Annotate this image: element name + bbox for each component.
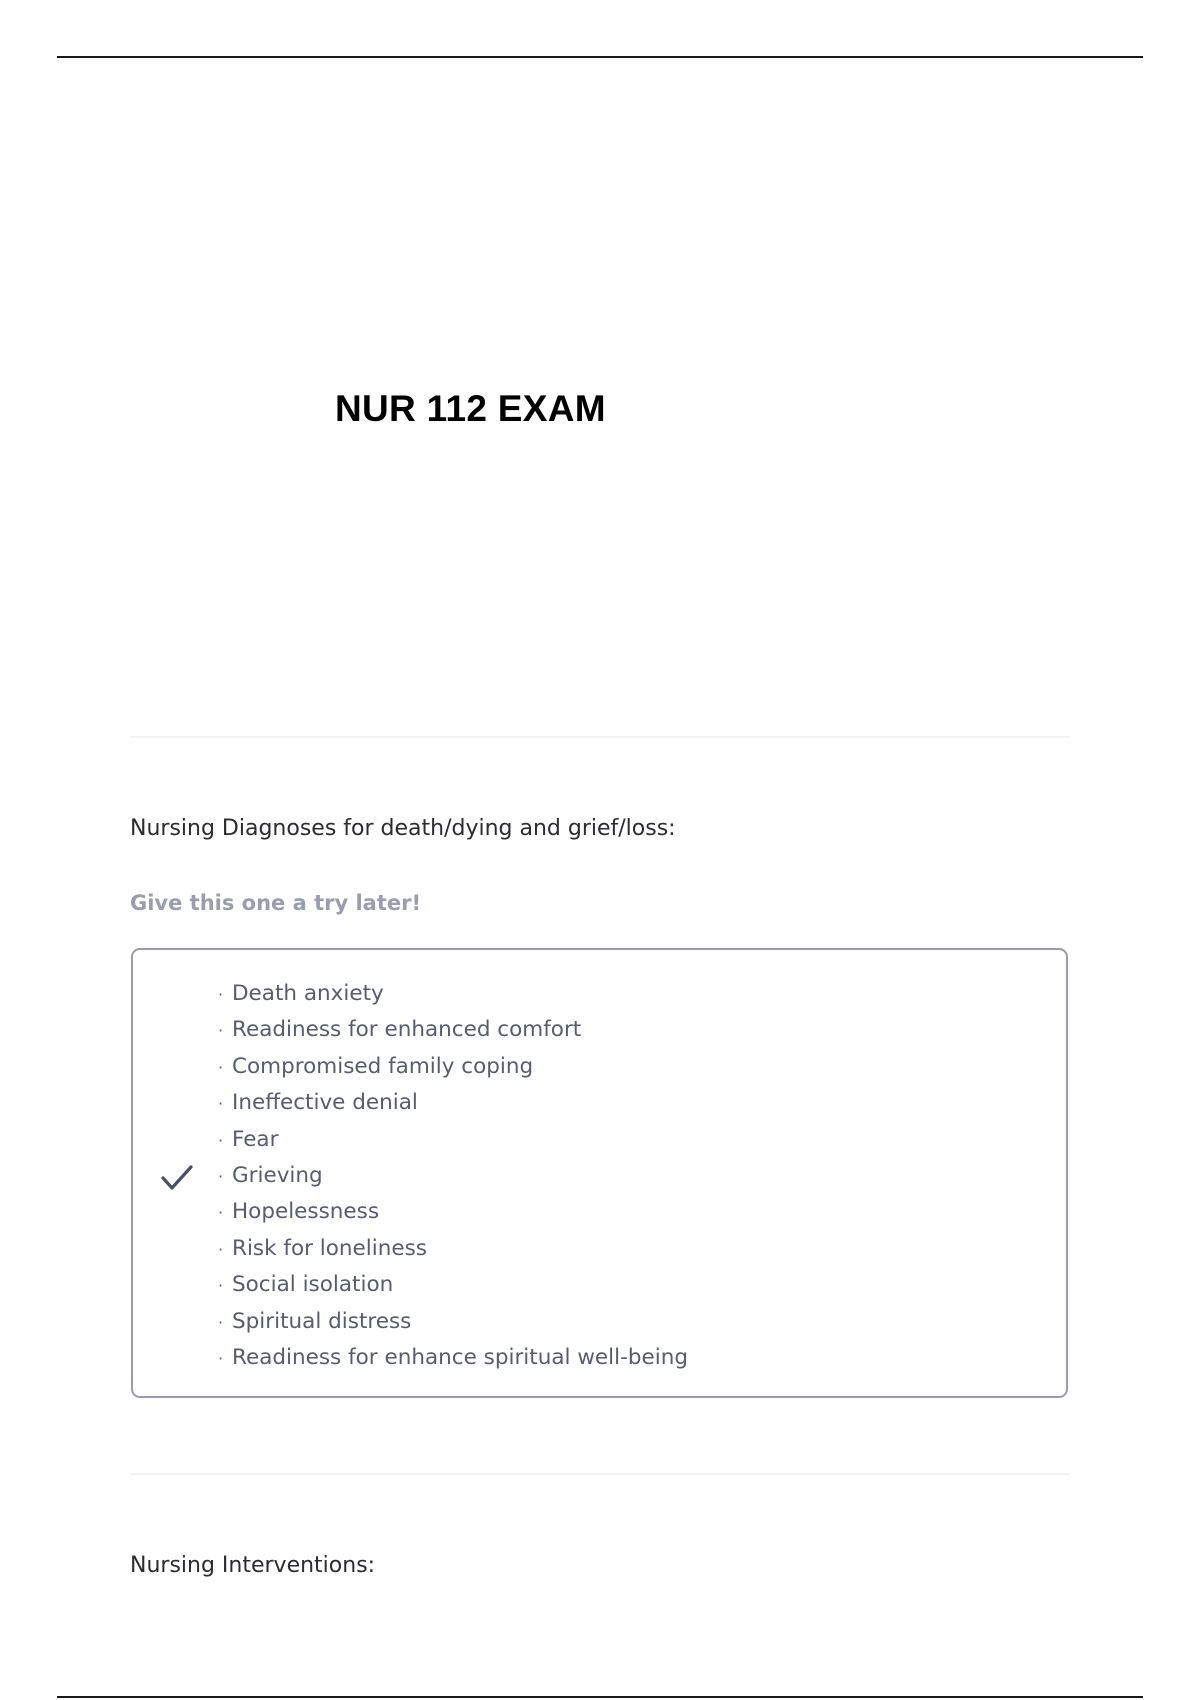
answer-item (218, 1158, 688, 1194)
answer-item (218, 1012, 688, 1048)
bottom-rule (57, 1696, 1143, 1698)
bullet: · (218, 1166, 224, 1186)
answer-item-label: Readiness for enhanced comfort (232, 1017, 582, 1043)
bullet: · (218, 1094, 224, 1114)
bullet: · (218, 1021, 224, 1041)
answer-item (218, 1194, 688, 1230)
answer-item (218, 1231, 688, 1267)
answer-item-label: Compromised family coping (232, 1053, 534, 1079)
bullet: · (218, 1057, 224, 1077)
answer-item-label: Fear (232, 1126, 279, 1152)
question-text: Nursing Diagnoses for death/dying and grief/loss: (130, 816, 676, 841)
answer-item-label: Death anxiety (232, 981, 384, 1006)
bullet: · (218, 1239, 224, 1259)
section-divider (130, 736, 1070, 738)
answer-item-label: Hopelessness (232, 1199, 380, 1225)
answer-item-label: Readiness for enhance spiritual well-being (232, 1344, 688, 1370)
question-text: Nursing Interventions: (130, 1553, 376, 1578)
answer-item-label: Social isolation (232, 1272, 394, 1298)
answer-item-label: Grieving (232, 1162, 323, 1188)
answer-item (218, 1049, 688, 1085)
hint-text: Give this one a try later! (130, 891, 422, 915)
check-icon (159, 1162, 195, 1194)
answer-list (218, 976, 688, 1376)
section-divider (130, 1473, 1070, 1475)
bullet: · (218, 985, 224, 1004)
answer-item (218, 1267, 688, 1303)
answer-item (218, 1304, 688, 1340)
answer-item-label: Spiritual distress (232, 1308, 412, 1334)
answer-item (218, 1122, 688, 1158)
answer-item (218, 976, 688, 1012)
bullet: · (218, 1312, 224, 1332)
bullet: · (218, 1203, 224, 1223)
answer-item (218, 1085, 688, 1121)
answer-item-label: Risk for loneliness (232, 1235, 427, 1261)
page-title: NUR 112 EXAM (335, 388, 606, 429)
top-rule (57, 56, 1143, 58)
bullet: · (218, 1130, 224, 1150)
bullet: · (218, 1348, 224, 1368)
answer-item (218, 1340, 688, 1376)
answer-item-label: Ineffective denial (232, 1090, 418, 1116)
answer-card[interactable] (131, 948, 1068, 1398)
bullet: · (218, 1276, 224, 1296)
